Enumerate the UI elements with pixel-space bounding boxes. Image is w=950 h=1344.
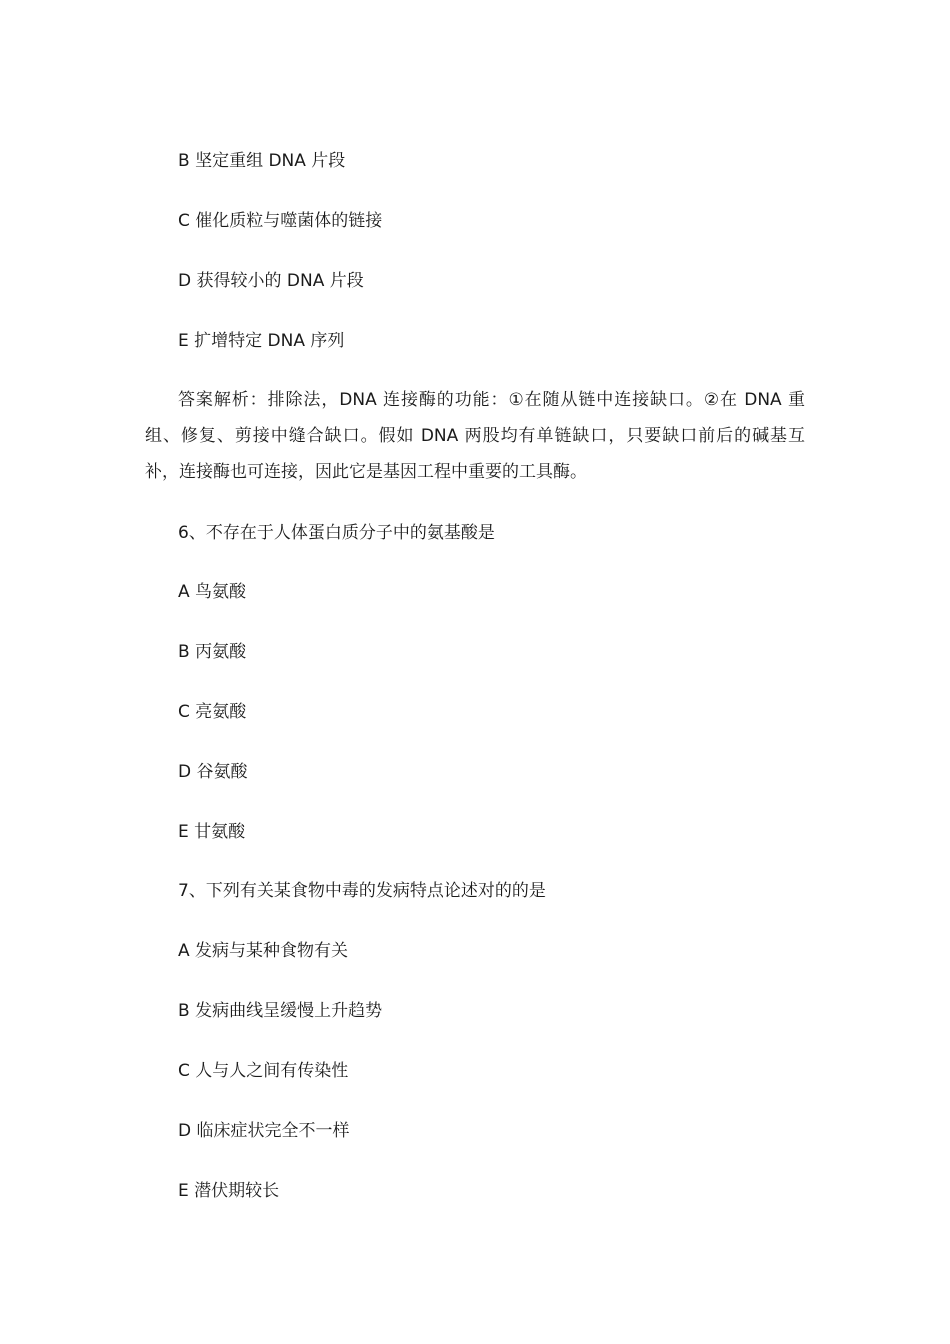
q7-option-a: A 发病与某种食物有关 bbox=[178, 941, 349, 961]
q7-option-e: E 潜伏期较长 bbox=[178, 1181, 280, 1201]
q6-option-e: E 甘氨酸 bbox=[178, 822, 246, 842]
q5-option-d: D 获得较小的 DNA 片段 bbox=[178, 271, 364, 291]
q6-question: 6、不存在于人体蛋白质分子中的氨基酸是 bbox=[178, 523, 495, 543]
q6-option-b: B 丙氨酸 bbox=[178, 642, 247, 662]
q7-option-b: B 发病曲线呈缓慢上升趋势 bbox=[178, 1001, 383, 1021]
q5-answer-explanation: 答案解析：排除法，DNA 连接酶的功能：①在随从链中连接缺口。②在 DNA 重组、修复、剪接中缝合缺口。假如 DNA 两股均有单链缺口，只要缺口前后的碱基互补，连接酶也可连接，因此它是基因工程中重要的工具酶。 bbox=[145, 390, 805, 482]
q5-option-b: B 坚定重组 DNA 片段 bbox=[178, 151, 346, 171]
q6-option-d: D 谷氨酸 bbox=[178, 762, 248, 782]
q5-option-e: E 扩增特定 DNA 序列 bbox=[178, 331, 345, 351]
q7-option-d: D 临床症状完全不一样 bbox=[178, 1121, 350, 1141]
q6-option-a: A 鸟氨酸 bbox=[178, 582, 247, 602]
q7-question: 7、下列有关某食物中毒的发病特点论述对的的是 bbox=[178, 881, 546, 901]
q5-option-c: C 催化质粒与噬菌体的链接 bbox=[178, 211, 383, 231]
q7-option-c: C 人与人之间有传染性 bbox=[178, 1061, 349, 1081]
q6-option-c: C 亮氨酸 bbox=[178, 702, 247, 722]
